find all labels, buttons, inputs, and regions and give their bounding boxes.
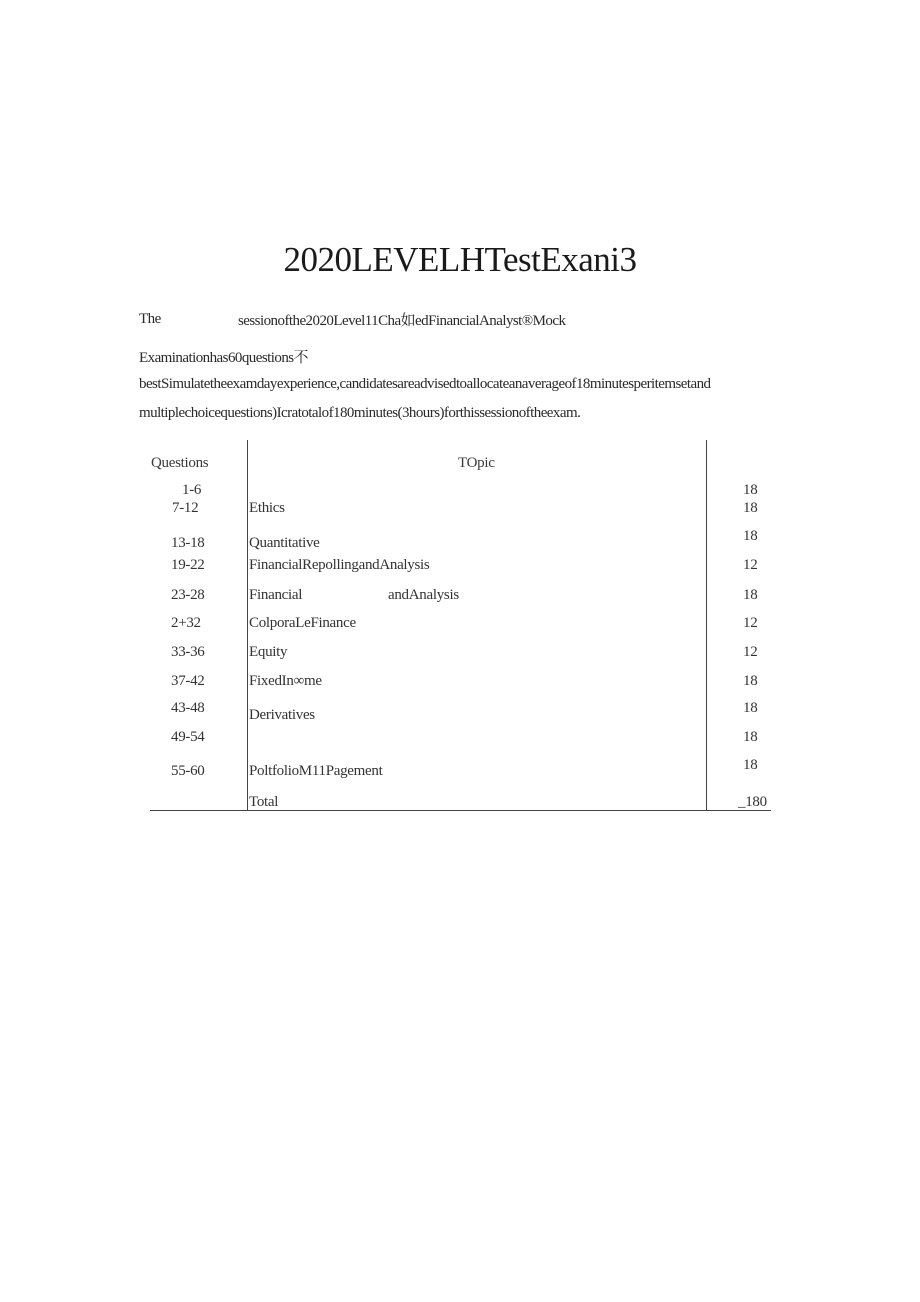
row-topic: Financial [249,587,303,603]
row-questions: 33-36 [171,644,205,660]
row-questions: 37-42 [171,673,205,689]
row-topic: Derivatives [249,707,315,723]
row-questions: 49-54 [171,729,205,745]
table-divider-right [706,440,707,811]
row-minutes: 18 [743,757,758,773]
row-minutes: 18 [743,500,758,516]
page-title: 2020LEVELHTestExani3 [283,240,637,279]
row-questions: 1-6 [182,482,202,498]
row-minutes: 18 [743,528,758,544]
row-questions: 23-28 [171,587,205,603]
row-minutes: 12 [743,644,758,660]
row-topic: PoltfolioM11Pagement [249,763,383,779]
row-topic: Ethics [249,500,285,516]
intro-word-the: The [139,311,161,327]
intro-line-3: bestSimulatetheexamdayexperience,candidatesareadvisedtoallocateanaverageof18minutesperitemsetand [139,376,711,392]
row-minutes: 18 [743,700,758,716]
row-minutes: 18 [743,673,758,689]
header-topic: TOpic [458,455,495,471]
row-minutes: 12 [743,615,758,631]
row-topic-extra: andAnalysis [388,587,459,603]
row-questions: 7-12 [172,500,199,516]
total-minutes: _180 [738,794,767,810]
row-topic: Equity [249,644,288,660]
intro-line-1: sessionofthe2020Level11Cha如edFinancialAnalyst®Mock [238,313,566,329]
row-questions: 43-48 [171,700,205,716]
row-topic: Quantitative [249,535,320,551]
intro-line-2: Examinationhas60questions不 [139,350,309,366]
total-label: Total [249,794,279,810]
header-questions: Questions [151,455,209,471]
row-topic: ColporaLeFinance [249,615,356,631]
row-minutes: 18 [743,587,758,603]
row-minutes: 18 [743,729,758,745]
table-divider-left [247,440,248,811]
row-questions: 13-18 [171,535,205,551]
row-minutes: 12 [743,557,758,573]
row-topic: FixedIn∞me [249,673,322,689]
row-questions: 2+32 [171,615,201,631]
row-minutes: 18 [743,482,758,498]
intro-line-4: multiplechoicequestions)Icratotalof180minutes(3hours)forthissessionoftheexam. [139,405,581,421]
row-topic: FinancialRepollingandAnalysis [249,557,430,573]
row-questions: 55-60 [171,763,205,779]
table-bottom-rule [150,810,771,811]
row-questions: 19-22 [171,557,205,573]
